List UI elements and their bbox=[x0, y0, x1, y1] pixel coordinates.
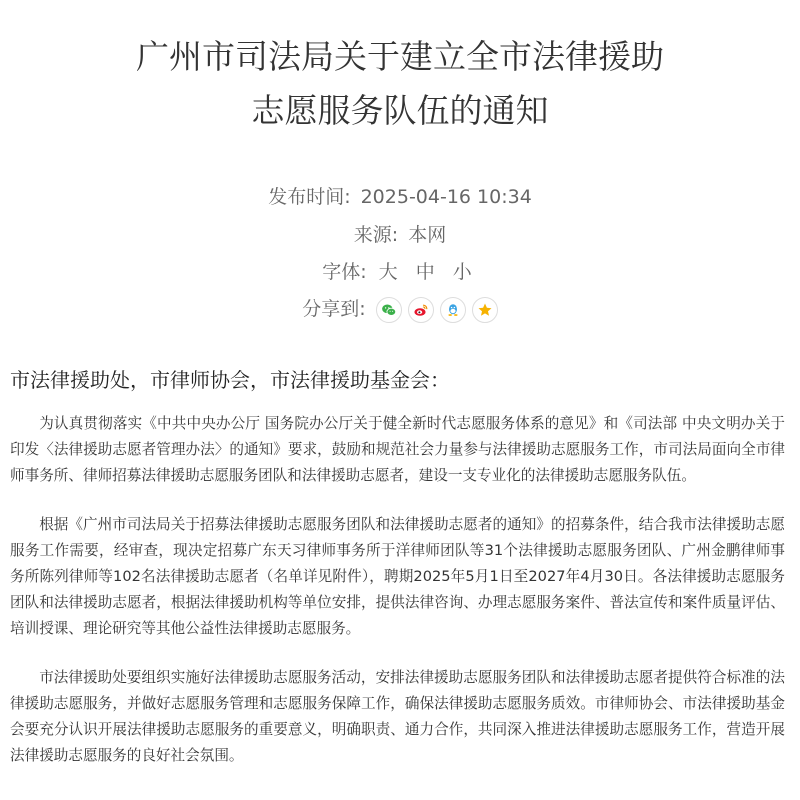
body-paragraph-1: 为认真贯彻落实《中共中央办公厅 国务院办公厅关于健全新时代志愿服务体系的意见》和《司法部 中央文明办关于印发〈法律援助志愿者管理办法〉的通知》要求，鼓励和规范社会力量参与法律援助志愿服务工作，市司法局面向全市律师事务所、律师招募法律援助志愿服务团队和法律援助志愿者，建设一支专业化的法律援助志愿服务队伍。 bbox=[10, 415, 785, 484]
wechat-icon[interactable] bbox=[376, 297, 402, 323]
font-size-medium-option[interactable]: 中 bbox=[415, 261, 435, 283]
font-size-large-option[interactable]: 大 bbox=[378, 261, 398, 283]
body-paragraph-3: 市法律援助处要组织实施好法律援助志愿服务活动，安排法律援助志愿服务团队和法律援助志愿者提供符合标准的法律援助志愿服务，并做好志愿服务管理和志愿服务保障工作，确保法律援助志愿服务质效。市律师协会、市法律援助基金会要充分认识开展法律援助志愿服务的重要意义，明确职责、通力合作，共同深入推进法律援助志愿服务工作，营造开展法律援助志愿服务的良好社会氛围。 bbox=[10, 669, 785, 764]
salutation: 市法律援助处，市律师协会，市法律援助基金会： bbox=[10, 368, 450, 392]
qzone-icon[interactable] bbox=[472, 297, 498, 323]
article-title bbox=[0, 30, 800, 138]
publish-time-row bbox=[0, 183, 800, 211]
qq-icon[interactable] bbox=[440, 297, 466, 323]
share-icons bbox=[376, 297, 498, 323]
source-value: 本网 bbox=[408, 224, 447, 246]
font-size-label: 字体: bbox=[322, 261, 367, 283]
source-label: 来源: bbox=[353, 224, 399, 246]
font-size-small-option[interactable]: 小 bbox=[452, 261, 472, 283]
article-title-line2: 志愿服务队伍的通知 bbox=[251, 91, 549, 130]
publish-time-value: 2025-04-16 10:34 bbox=[360, 186, 532, 208]
font-size-row bbox=[0, 258, 800, 286]
share-label: 分享到: bbox=[302, 298, 366, 320]
publish-time-label: 发布时间: bbox=[268, 186, 351, 208]
source-row bbox=[0, 221, 800, 249]
article-title-line1: 广州市司法局关于建立全市法律援助 bbox=[136, 37, 664, 76]
body-paragraph-2: 根据《广州市司法局关于招募法律援助志愿服务团队和法律援助志愿者的通知》的招募条件，结合我市法律援助志愿服务工作需要，经审查，现决定招募广东天习律师事务所于洋律师团队等31个法律援助志愿服务团队、广州金鹏律师事务所陈列律师等102名法律援助志愿者（名单详见附件），聘期2025年5月1日至2027年4月30日。各法律援助志愿服务团队和法律援助志愿者，根据法律援助机构等单位安排，提供法律咨询、办理志愿服务案件、普法宣传和案件质量评估、培训授课、理论研究等其他公益性法律援助志愿服务。 bbox=[10, 516, 785, 637]
weibo-icon[interactable] bbox=[408, 297, 434, 323]
share-row bbox=[0, 295, 800, 323]
